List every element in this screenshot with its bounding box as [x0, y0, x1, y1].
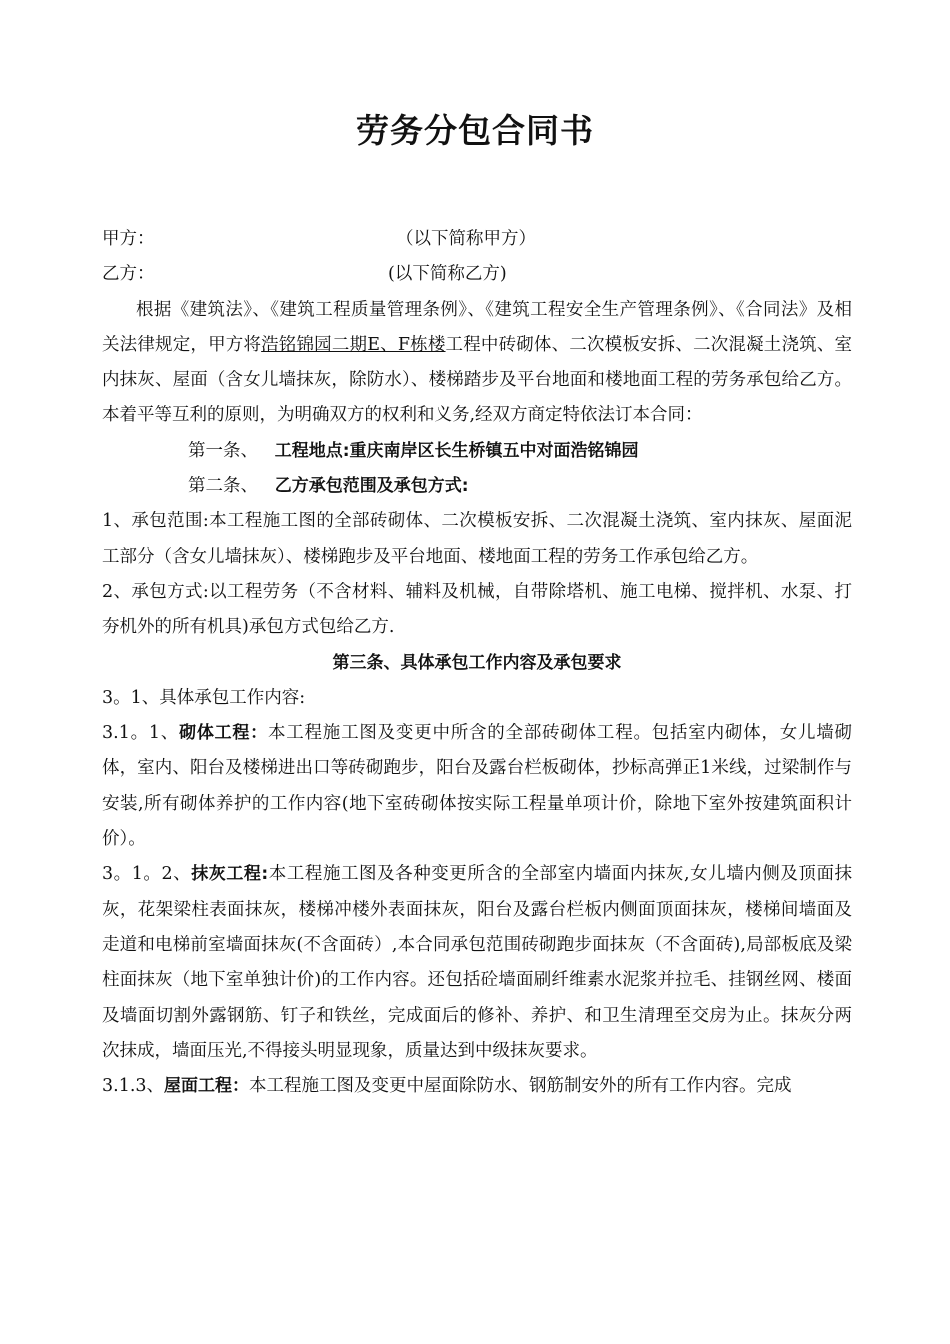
- intro-paragraph: [102, 293, 852, 434]
- section-3-1-1-number: 3.1。1、: [102, 723, 180, 744]
- section-3-1-2-number: 3。1。2、: [102, 864, 192, 885]
- intro-text-2: 工程中砖砌体、二次模板安拆、二次混凝土浇筑、室内抹灰、屋面（含女儿墙抹灰，除防水）、楼梯踏步及平台地面和楼地面工程的劳务承包给乙方。本着平等互利的原则，为明确双方的权利和义务,经双方商定特依法订本合同：: [102, 334, 852, 426]
- article-1: [102, 434, 852, 469]
- section-3-1-1: [102, 716, 852, 857]
- section-3-1-3-heading: 屋面工程：: [164, 1076, 250, 1097]
- method-paragraph: 2、承包方式:以工程劳务（不含材料、辅料及机械，自带除塔机、施工电梯、搅拌机、水泵、打夯机外的所有机具)承包方式包给乙方.: [102, 581, 852, 638]
- project-name: 浩铭锦园二期E、F栋楼: [261, 334, 446, 355]
- section-3-1-1-heading: 砌体工程：: [179, 723, 268, 744]
- party-b-note: (以下简称乙方): [388, 264, 507, 285]
- section-3-1-3-text: 本工程施工图及变更中屋面除防水、钢筋制安外的所有工作内容。完成: [249, 1076, 792, 1097]
- section-3-1-3-number: 3.1.3、: [102, 1076, 165, 1097]
- document-body: [102, 222, 852, 1104]
- section-3-1-2-text: 本工程施工图及各种变更所含的全部室内墙面内抹灰,女儿墙内侧及顶面抹灰，花架梁柱表面抹灰，楼梯冲楼外表面抹灰，阳台及露台栏板内侧面顶面抹灰，楼梯间墙面及走道和电梯前室墙面抹灰(不含面砖）,本合同承包范围砖砌跑步面抹灰（不含面砖),局部板底及梁柱面抹灰（地下室单独计价)的工作内容。还包括砼墙面刷纤维素水泥浆并拉毛、挂钢丝网、楼面及墙面切割外露钢筋、钉子和铁丝，完成面后的修补、养护、和卫生清理至交房为止。抹灰分两次抹成，墙面压光,不得接头明显现象，质量达到中级抹灰要求。: [102, 864, 852, 1061]
- intro-text-1: 根据《建筑法》、《建筑工程质量管理条例》、《建筑工程安全生产管理条例》、《合同法》及相关法律规定，甲方将: [102, 299, 852, 355]
- article-2-text: 乙方承包范围及承包方式:: [274, 476, 469, 497]
- party-b-label: 乙方：: [102, 264, 155, 285]
- party-a-note: （以下简称甲方）: [396, 229, 536, 249]
- section-3-1-1-text: 本工程施工图及变更中所含的全部砖砌体工程。包括室内砌体，女儿墙砌体，室内、阳台及楼梯进出口等砖砌跑步，阳台及露台栏板砌体，抄标高弹正1米线，过梁制作与安装,所有砌体养护的工作内容(地下室砖砌体按实际工程量单项计价，除地下室外按建筑面积计价）。: [102, 723, 853, 850]
- article-1-number: 第一条、: [188, 440, 258, 461]
- party-a-line: [102, 222, 852, 257]
- article-3-title: 第三条、具体承包工作内容及承包要求: [332, 652, 622, 673]
- article-2-number: 第二条、: [188, 476, 258, 497]
- section-3-1-2: [102, 857, 852, 1069]
- section-3-1-3: [102, 1069, 852, 1104]
- article-2: [102, 469, 852, 504]
- scope-paragraph: 1、承包范围:本工程施工图的全部砖砌体、二次模板安拆、二次混凝土浇筑、室内抹灰、屋面泥工部分（含女儿墙抹灰）、楼梯跑步及平台地面、楼地面工程的劳务工作承包给乙方。: [102, 511, 852, 567]
- party-b-line: [102, 257, 852, 292]
- document-title: 劳务分包合同书: [356, 111, 594, 150]
- article-1-text: 工程地点:重庆南岸区长生桥镇五中对面浩铭锦园: [274, 440, 639, 461]
- section-3-1: 3。1、具体承包工作内容:: [102, 687, 306, 708]
- party-a-label: 甲方：: [102, 229, 155, 249]
- section-3-1-2-heading: 抹灰工程:: [191, 864, 269, 885]
